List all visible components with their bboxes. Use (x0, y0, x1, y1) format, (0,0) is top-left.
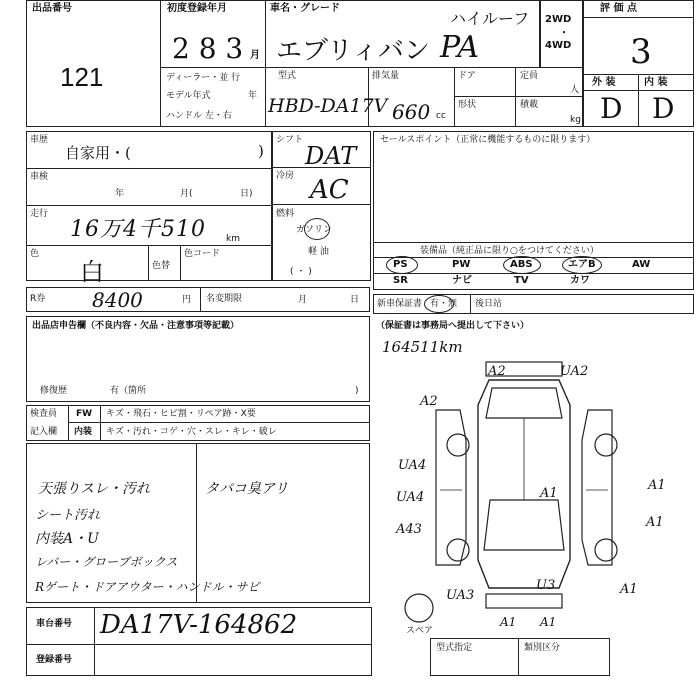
category-label: 類別区分 (524, 643, 561, 653)
warranty-label: 新車保証書 (377, 299, 423, 309)
displacement-value: 660 (392, 100, 431, 124)
mark-ua4-left2: UA4 (396, 490, 425, 505)
mark-a1-rear3: A1 (540, 615, 557, 629)
expiry-month: 月 (298, 295, 308, 305)
eq-item-pw: PW (452, 259, 471, 270)
mark-a1-rear: A1 (620, 582, 638, 597)
chassis-vdiv (94, 607, 95, 645)
lot-number: 121 (60, 62, 104, 92)
hist-div1 (26, 168, 272, 169)
chassis-value: DA17V-164862 (100, 610, 298, 640)
warranty-vdiv (470, 294, 471, 314)
eval-vdivider (638, 74, 639, 127)
eq-item-abs: ABS (510, 259, 533, 270)
model-year-unit: 年 (248, 91, 258, 101)
note-line1b: タバコ臭アリ (205, 481, 289, 497)
recycle-value: 8400 (92, 288, 143, 312)
recycle-vdiv (200, 287, 201, 312)
eval-divider (583, 17, 694, 18)
door-label: ドア (458, 71, 476, 81)
inspector-label1: 検査員 (30, 409, 58, 419)
ac-value: AC (310, 175, 349, 205)
mark-a1-right2: A1 (646, 515, 664, 530)
repair-label: 修復歴 (40, 386, 68, 396)
spare-label: スペア (406, 626, 434, 636)
drive-dot: ・ (559, 28, 569, 39)
note-line2: シート汚れ (35, 508, 101, 523)
color-code-label: 色コード (184, 249, 221, 259)
interior-insp-label: 内装 (74, 427, 93, 437)
shape-label: 形状 (458, 100, 477, 110)
note-line5: Rゲート・ドアアウター・ハンドル・サビ (35, 580, 260, 594)
insp-hdiv (68, 422, 370, 423)
drive-4wd: 4WD (545, 40, 572, 51)
note-line4: レバー・グローブボックス (35, 555, 178, 569)
recycle-label: R券 (30, 294, 46, 304)
warranty-circle (424, 295, 454, 313)
dealer-label: ディーラー・並 行 (166, 73, 241, 83)
eq-airbag-circle (562, 256, 602, 274)
mileage-value: 16万4千510 (70, 217, 206, 242)
cc-unit: cc (436, 111, 446, 121)
mark-a1-right: A1 (648, 478, 666, 493)
hist-vdiv2 (180, 245, 181, 281)
mark-ua4-left: UA4 (398, 458, 427, 473)
hist-div2 (26, 205, 272, 206)
model-year-label: モデル年式 (166, 91, 211, 101)
repair-close: ) (355, 386, 359, 396)
reg-vdiv (94, 644, 95, 676)
car-name-value: エブリィバン (276, 36, 430, 66)
fuel-diesel: 軽 油 (308, 247, 329, 257)
eq-item-airbag: エアB (568, 259, 596, 270)
history-box (26, 131, 272, 281)
grade-value: PA (440, 30, 480, 65)
wheel-rr (595, 539, 617, 561)
recycle-box (26, 287, 370, 312)
eq-item-tv: TV (514, 275, 529, 286)
eq-abs-circle (503, 256, 541, 274)
drive-2wd: 2WD (545, 14, 572, 25)
sales-point-box (373, 131, 694, 243)
repair-value: 有（箇所 (110, 386, 147, 396)
warranty-note: （保証書は事務局へ提出して下さい） (376, 321, 530, 331)
load-label: 積載 (520, 100, 539, 110)
eq-item-leather: カワ (570, 275, 590, 286)
mark-a1-rear2: A1 (500, 615, 517, 629)
history-close: ) (258, 142, 264, 160)
roof-value: ハイルーフ (450, 9, 530, 28)
history-value: 自家用・( (65, 144, 131, 162)
interior-value: D (652, 92, 675, 125)
lot-label: 出品番号 (32, 3, 72, 14)
spare-wheel (405, 594, 433, 622)
eq-item-ps: PS (393, 259, 408, 270)
declaration-label: 出品店申告欄（不良内容・欠品・注意事項等記載） (32, 321, 240, 331)
type-spec-label: 型式指定 (436, 643, 473, 653)
exterior-value: D (600, 92, 623, 125)
warranty-value: 有・無 (430, 299, 458, 309)
inspection-year: 年 (115, 189, 125, 199)
car-name-label: 車名・グレード (270, 3, 340, 14)
inspection-month: 月( (180, 189, 193, 199)
wheel-fr (595, 434, 617, 456)
exterior-label: 外 装 (592, 77, 616, 88)
odometer-note: 164511km (382, 338, 463, 356)
registration-label: 登録番号 (36, 655, 73, 665)
inspection-label: 車検 (30, 172, 49, 182)
mark-u3: U3 (536, 578, 556, 593)
expiry-day: 日 (350, 295, 360, 305)
capacity-label: 定員 (520, 71, 539, 81)
wheel-rl (447, 539, 469, 561)
warranty-after: 後日站 (475, 299, 503, 309)
insp-vdiv (68, 405, 69, 441)
kg-unit: kg (570, 115, 581, 125)
chassis-label: 車台番号 (36, 619, 73, 629)
km-unit: km (226, 234, 240, 244)
mileage-label: 走行 (30, 209, 49, 219)
capacity-unit: 人 (570, 85, 580, 95)
fuel-gasoline: ガソリン (296, 225, 333, 235)
eq-item-sr: SR (393, 275, 408, 286)
equipment-title: 装備品（純正品に限り○をつけてください） (420, 246, 599, 256)
type-vdiv (518, 638, 519, 676)
fuel-circle (304, 218, 330, 240)
eq-div2 (373, 273, 694, 274)
mark-ua3: UA3 (446, 588, 475, 603)
fw-label: FW (76, 409, 93, 419)
inspection-day: 日) (240, 189, 253, 199)
eq-ps-circle (386, 256, 418, 274)
mark-a2-top: A2 (488, 364, 506, 379)
handle-label: ハンドル 左・右 (166, 111, 232, 121)
inspector-label2: 記入欄 (30, 427, 58, 437)
first-reg-value: 2 8 3 (172, 32, 244, 65)
history-label: 車歴 (30, 135, 49, 145)
fuel-paren: ( ・ ) (290, 267, 312, 277)
model-label: 型式 (278, 71, 297, 81)
note-line1: 天張りスレ・汚れ (38, 481, 150, 497)
expiry-label: 名変期限 (206, 294, 243, 304)
shift-label: シフト (276, 135, 304, 145)
model-value: HBD-DA17V (268, 95, 388, 117)
fuel-label: 燃料 (276, 209, 295, 219)
displacement-label: 排気量 (372, 71, 400, 81)
ac-label: 冷房 (276, 171, 295, 181)
mark-ua2-top: UA2 (560, 364, 589, 379)
first-reg-label: 初度登録年月 (167, 3, 227, 14)
interior-label: 内 装 (644, 77, 668, 88)
mark-a2-left: A2 (420, 394, 438, 409)
hist-div3 (26, 245, 272, 246)
yen-unit: 円 (182, 295, 192, 305)
shift-value: DAT (305, 142, 357, 170)
interior-insp-items: キズ・汚れ・コゲ・穴・スレ・キレ・破レ (106, 427, 277, 437)
mark-a43: A43 (396, 522, 422, 537)
color-change-label: 色替 (152, 261, 171, 271)
color-value: 白 (80, 258, 104, 286)
fw-items: キズ・飛石・ヒビ割・リペア跡・X要 (106, 409, 256, 419)
registration-box (26, 644, 372, 676)
eval-value: 3 (630, 32, 652, 72)
month-unit: 月 (250, 50, 260, 61)
color-label: 色 (30, 249, 40, 259)
note-line3: 内装A・U (35, 531, 99, 547)
eval-label: 評 価 点 (600, 3, 637, 14)
mark-a1-center: A1 (540, 486, 558, 501)
sales-point-label: セールスポイント（正常に機能するものに限ります） (380, 135, 596, 145)
eq-item-navi: ナビ (452, 275, 472, 286)
hist-vdiv (148, 245, 149, 281)
insp-vdiv2 (100, 405, 101, 441)
eq-item-aw: AW (632, 259, 651, 270)
